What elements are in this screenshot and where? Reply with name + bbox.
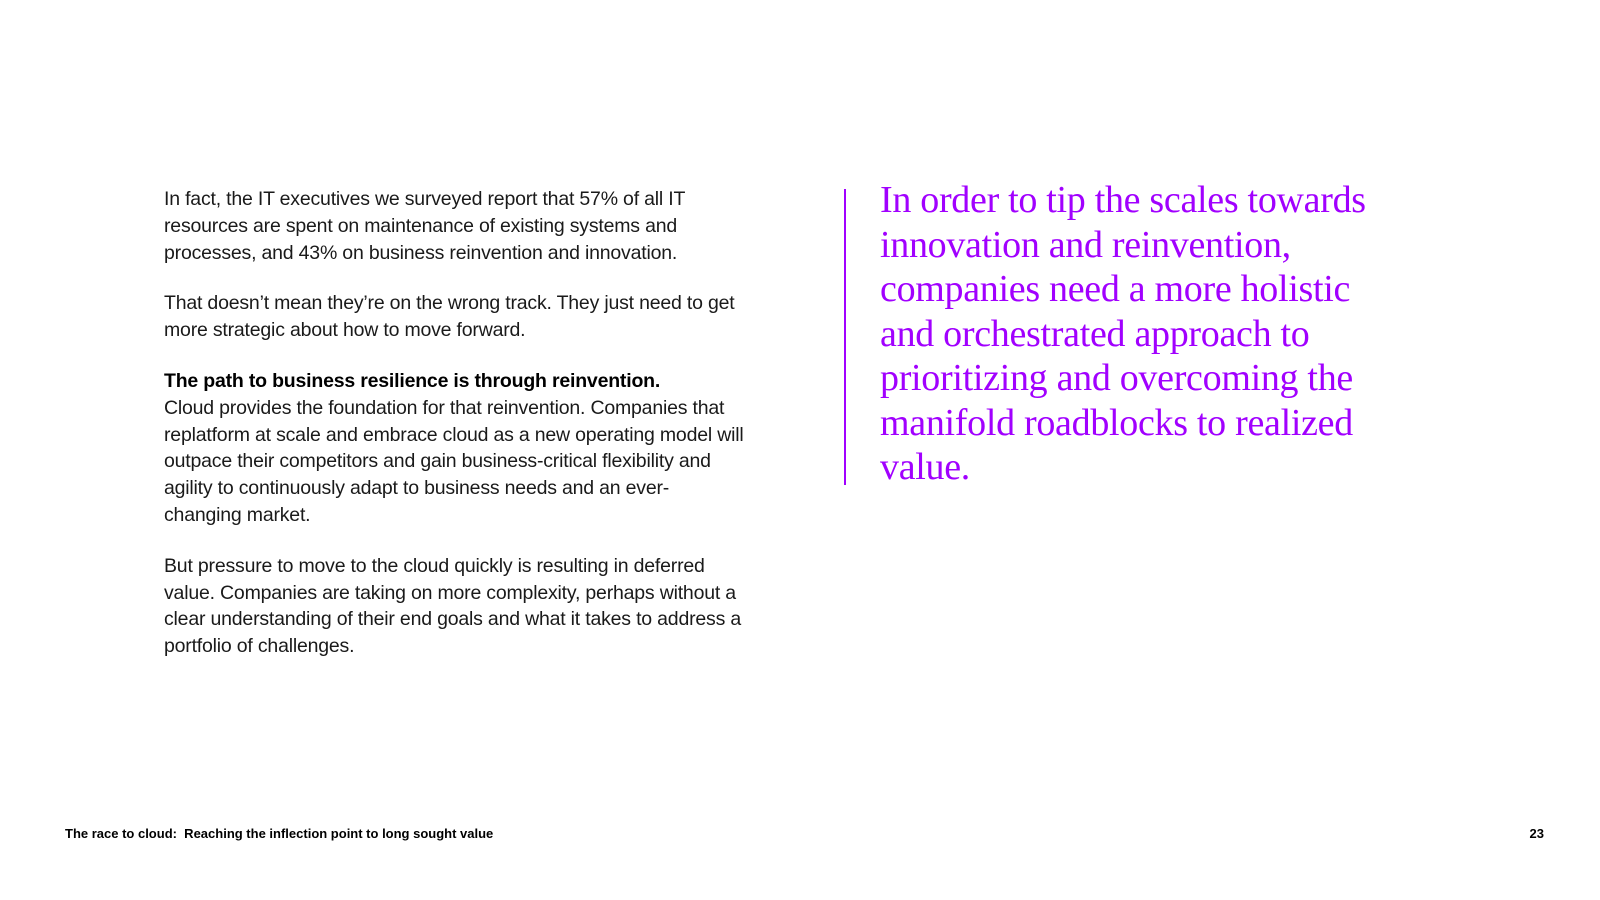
body-paragraph-reinvention-text: Cloud provides the foundation for that reinvention. Companies that replatform at scale and embrace cloud as a new operating model will outpace their competitors and gain business-critical flexibility and agility to continuously adapt to business needs and an ever-changing market. <box>164 396 744 526</box>
body-paragraph-it-spend: In fact, the IT executives we surveyed report that 57% of all IT resources are spent on maintenance of existing systems and processes, and 43% on business reinvention and innovation. <box>164 188 685 264</box>
pull-quote: In order to tip the scales towards innovation and reinvention, companies need a more holistic and orchestrated approach to prioritizing and overcoming the manifold roadblocks to realized value. <box>880 179 1366 488</box>
pull-quote-rule <box>844 189 846 485</box>
body-paragraph-strategy: That doesn’t mean they’re on the wrong track. They just need to get more strategic about how to move forward. <box>164 292 735 342</box>
body-paragraph-deferred-value: But pressure to move to the cloud quickly is resulting in deferred value. Companies are taking on more complexity, perhaps without a clear understanding of their end goals and what it takes to address a portfolio of challenges. <box>164 554 741 658</box>
page-number: 23 <box>1529 826 1544 841</box>
body-paragraph-lead-heading: The path to business resilience is through reinvention. <box>164 369 661 392</box>
body-text-column <box>164 186 744 684</box>
body-paragraph-reinvention <box>164 368 744 529</box>
footer-document-title: The race to cloud: Reaching the inflection point to long sought value <box>65 826 494 841</box>
